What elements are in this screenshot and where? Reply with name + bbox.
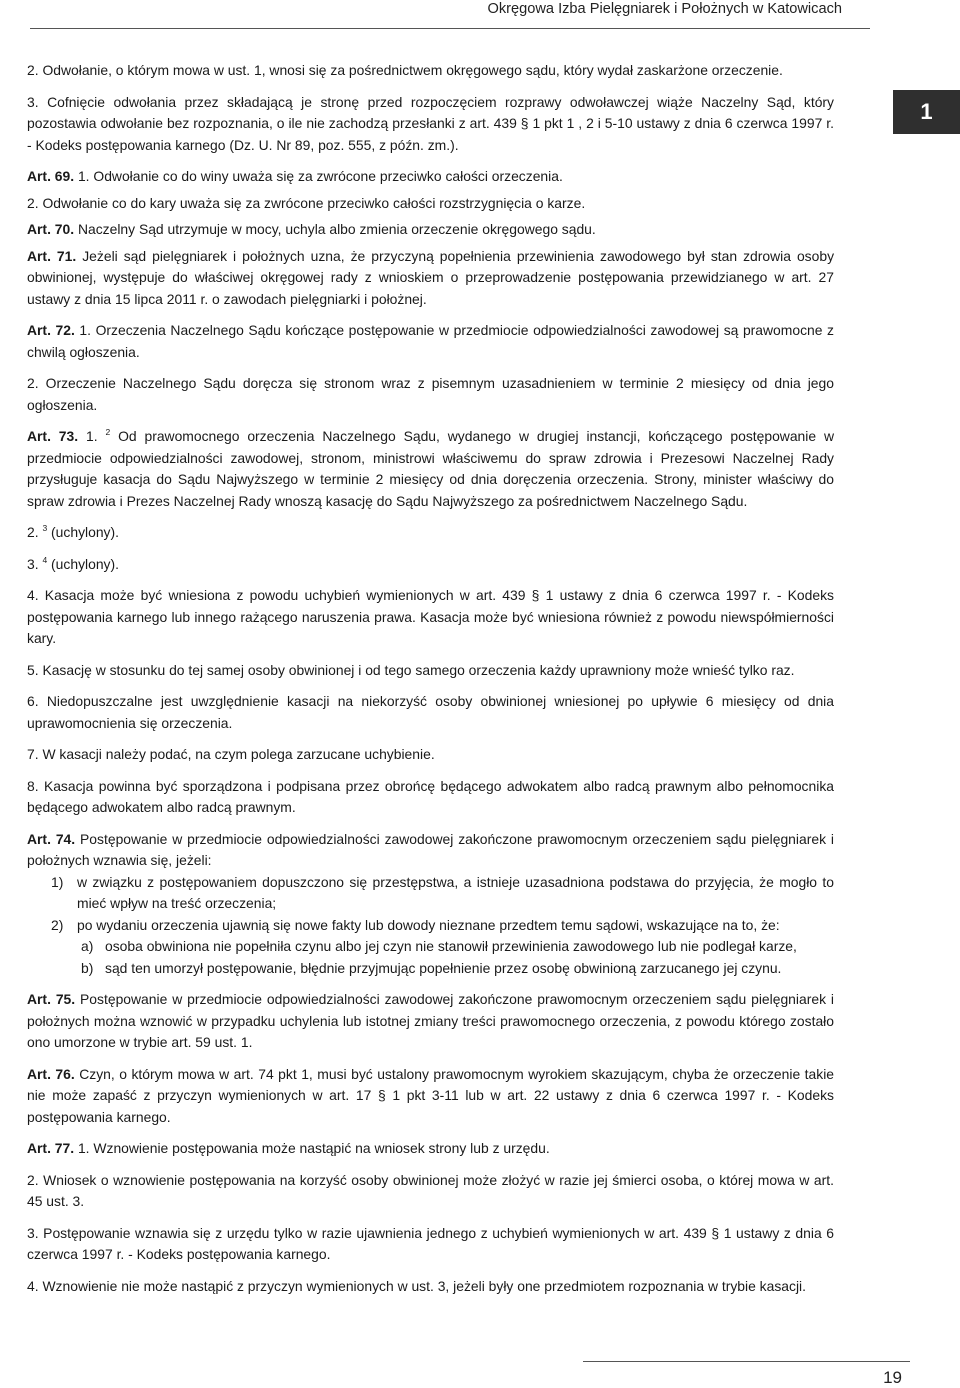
article-label: Art. 71. bbox=[27, 247, 77, 264]
article-label: Art. 73. bbox=[27, 428, 79, 444]
article-74 bbox=[27, 829, 834, 872]
article-label: Art. 77. bbox=[27, 1140, 75, 1156]
paragraph-text: 1. Odwołanie co do winy uważa się za zwrócone przeciwko całości orzeczenia. bbox=[77, 168, 563, 184]
page-number: 19 bbox=[883, 1368, 902, 1387]
article-71 bbox=[27, 246, 834, 311]
paragraph-text: Postępowanie w przedmiocie odpowiedzialności zawodowej zakończone prawomocnym orzeczeniem sądu pielęgniarek i położnych można wznowić w przypadku uchylenia lub istotnej zmiany treści prawomocnego orzeczenia, z powodu którego zostało ono umorzone w trybie art. 59 ust. 1. bbox=[27, 991, 835, 1050]
paragraph: 4. Kasacja może być wniesiona z powodu uchybień wymienionych w art. 439 § 1 ustawy z dnia 6 czerwca 1997 r. - Kodeks postępowania karnego lub innego rażącego naruszenia prawa. Kasacja może być wniesiona również z powodu niewspółmierności kary. bbox=[27, 587, 834, 646]
paragraph-number: 1. bbox=[85, 428, 98, 444]
paragraph-text: Jeżeli sąd pielęgniarek i położnych uzna, że przyczyną popełnienia przewinienia zawodowego był stan zdrowia osoby obwinionej, występuje do właściwej okręgowej rady z wnioskiem o przeprowadzenie postępowania przewidzianego w art. 27 ustawy z dnia 15 lipca 2011 r. o zawodach pielęgniarki i położnej. bbox=[27, 247, 835, 307]
list-number: 2) bbox=[51, 916, 64, 933]
list-item bbox=[51, 915, 834, 937]
list-item bbox=[51, 872, 834, 915]
footnote-ref: 4 bbox=[42, 554, 48, 565]
article-label: Art. 74. bbox=[27, 830, 76, 847]
paragraph-number: 2. bbox=[27, 524, 39, 540]
document-body bbox=[27, 60, 834, 1307]
list-text: po wydaniu orzeczenia ujawnią się nowe fakty lub dowody nieznane przedtem temu sądowi, wskazujące na to, że: bbox=[77, 916, 780, 933]
list-text: osoba obwiniona nie popełniła czynu albo jej czyn nie stanowił przewinienia zawodowego lub nie podlegał karze, bbox=[105, 938, 797, 954]
chapter-tab: 1 bbox=[893, 90, 960, 134]
paragraph-text: Od prawomocnego orzeczenia Naczelnego Sądu, wydanego w drugiej instancji, kończącego postępowanie w przedmiocie odpowiedzialności zawodowej, stronom, ministrowi właściwemu do spraw zdrowia i Prezesowi Naczelnej Rady przysługuje kasacja do Sądu Najwyższego w terminie 2 miesięcy od dnia doręczenia orzeczenia. Strony, minister właściwy do spraw zdrowia i Prezes Naczelnej Rady wnoszą kasację do Sądu Najwyższego za pośrednictwem Naczelnego Sądu. bbox=[27, 428, 834, 509]
article-76 bbox=[27, 1064, 834, 1129]
sub-list bbox=[27, 936, 834, 979]
article-70 bbox=[27, 219, 834, 241]
paragraph: 3. Postępowanie wznawia się z urzędu tylko w razie ujawnienia jednego z uchybień wymienionych w art. 439 § 1 ustawy z dnia 6 czerwca 1997 r. - Kodeks postępowania karnego. bbox=[27, 1224, 834, 1262]
paragraph: 2. Orzeczenie Naczelnego Sądu doręcza się stronom wraz z pisemnym uzasadnieniem w terminie 2 miesięcy od dnia jego ogłoszenia. bbox=[27, 375, 834, 413]
footnote-ref: 2 bbox=[105, 427, 111, 437]
paragraph: 7. W kasacji należy podać, na czym polega zarzucane uchybienie. bbox=[27, 746, 435, 762]
list-number: 1) bbox=[51, 873, 64, 890]
paragraph-text: 1. Orzeczenia Naczelnego Sądu kończące postępowanie w przedmiocie odpowiedzialności zawodowej są prawomocne z chwilą ogłoszenia. bbox=[27, 322, 835, 360]
paragraph: 3. Cofnięcie odwołania przez składającą je stronę przed rozpoczęciem rozprawy odwoławczej wiąże Naczelny Sąd, który pozostawia odwołanie bez rozpoznania, o ile nie zachodzą przesłanki z art. 439 § 1 pkt 1 , 2 i 5-10 ustawy z dnia 6 czerwca 1997 r. - Kodeks postępowania karnego (Dz. U. Nr 89, poz. 555, z późn. zm.). bbox=[27, 93, 834, 153]
footnote-ref: 3 bbox=[42, 523, 48, 533]
article-label: Art. 70. bbox=[27, 221, 75, 237]
paragraph: 5. Kasację w stosunku do tej samej osoby obwinionej i od tego samego orzeczenia każdy uprawniony może wnieść tylko raz. bbox=[27, 661, 795, 678]
paragraph: 2. Odwołanie, o którym mowa w ust. 1, wnosi się za pośrednictwem okręgowego sądu, który wydał zaskarżone orzeczenie. bbox=[27, 62, 783, 78]
article-69 bbox=[27, 166, 834, 188]
paragraph bbox=[27, 522, 834, 544]
paragraph bbox=[27, 554, 834, 576]
list-text: w związku z postępowaniem dopuszczono się przestępstwa, a istnieje uzasadniona podstawa do przyjęcia, że mogło to mieć wpływ na treść orzeczenia; bbox=[77, 873, 834, 911]
paragraph-text: Postępowanie w przedmiocie odpowiedzialności zawodowej zakończone prawomocnym orzeczeniem sądu pielęgniarek i położnych wznawia się, jeżeli: bbox=[27, 830, 835, 868]
list-item bbox=[81, 936, 834, 958]
paragraph: 2. Odwołanie co do kary uważa się za zwrócone przeciwko całości rozstrzygnięcia o karze. bbox=[27, 194, 586, 211]
article-77 bbox=[27, 1138, 834, 1160]
article-label: Art. 76. bbox=[27, 1065, 75, 1082]
paragraph-text: 1. Wznowienie postępowania może nastąpić na wniosek strony lub z urzędu. bbox=[77, 1140, 550, 1156]
list-text: sąd ten umorzył postępowanie, błędnie przyjmując popełnienie przez osobę obwinioną zarzucanego jej czynu. bbox=[105, 959, 782, 976]
paragraph: 2. Wniosek o wznowienie postępowania na korzyść osoby obwinionej może złożyć w razie jej śmierci osoba, o której mowa w art. 45 ust. 3. bbox=[27, 1171, 834, 1209]
paragraph: 4. Wznowienie nie może nastąpić z przyczyn wymienionych w ust. 3, jeżeli były one przedmiotem rozpoznania w trybie kasacji. bbox=[27, 1277, 806, 1294]
article-72 bbox=[27, 320, 834, 363]
header-title: Okręgowa Izba Pielęgniarek i Położnych w Katowicach bbox=[487, 1, 842, 17]
paragraph-text: (uchylony). bbox=[51, 555, 119, 572]
paragraph: 8. Kasacja powinna być sporządzona i podpisana przez obrońcę będącego adwokatem albo radcą prawnym albo pełnomocnika będącego adwokatem albo radcą prawnym. bbox=[27, 777, 834, 815]
article-75 bbox=[27, 989, 834, 1054]
footer-divider bbox=[583, 1361, 910, 1362]
running-header bbox=[30, 0, 870, 29]
paragraph-text: (uchylony). bbox=[51, 524, 119, 540]
list-item bbox=[81, 958, 834, 980]
point-list bbox=[27, 872, 834, 937]
list-letter: a) bbox=[81, 938, 94, 954]
list-letter: b) bbox=[81, 959, 94, 976]
paragraph-text: Czyn, o którym mowa w art. 74 pkt 1, musi być ustalony prawomocnym wyrokiem skazującym, chyba że orzeczenie takie nie może zapaść z przyczyn wymienionych w art. 17 § 1 pkt 3-11 lub w art. 22 ustawy z dnia 6 czerwca 1997 r. - Kodeks postępowania karnego. bbox=[27, 1065, 835, 1125]
paragraph: 6. Niedopuszczalne jest uwzględnienie kasacji na niekorzyść osoby obwinionej wniesionej po upływie 6 miesięcy od dnia uprawomocnienia się orzeczenia. bbox=[27, 693, 834, 731]
article-label: Art. 75. bbox=[27, 991, 76, 1007]
article-73 bbox=[27, 426, 834, 512]
article-label: Art. 72. bbox=[27, 322, 75, 338]
paragraph-text: Naczelny Sąd utrzymuje w mocy, uchyla albo zmienia orzeczenie okręgowego sądu. bbox=[77, 221, 596, 237]
paragraph-number: 3. bbox=[27, 555, 39, 572]
article-label: Art. 69. bbox=[27, 168, 75, 184]
